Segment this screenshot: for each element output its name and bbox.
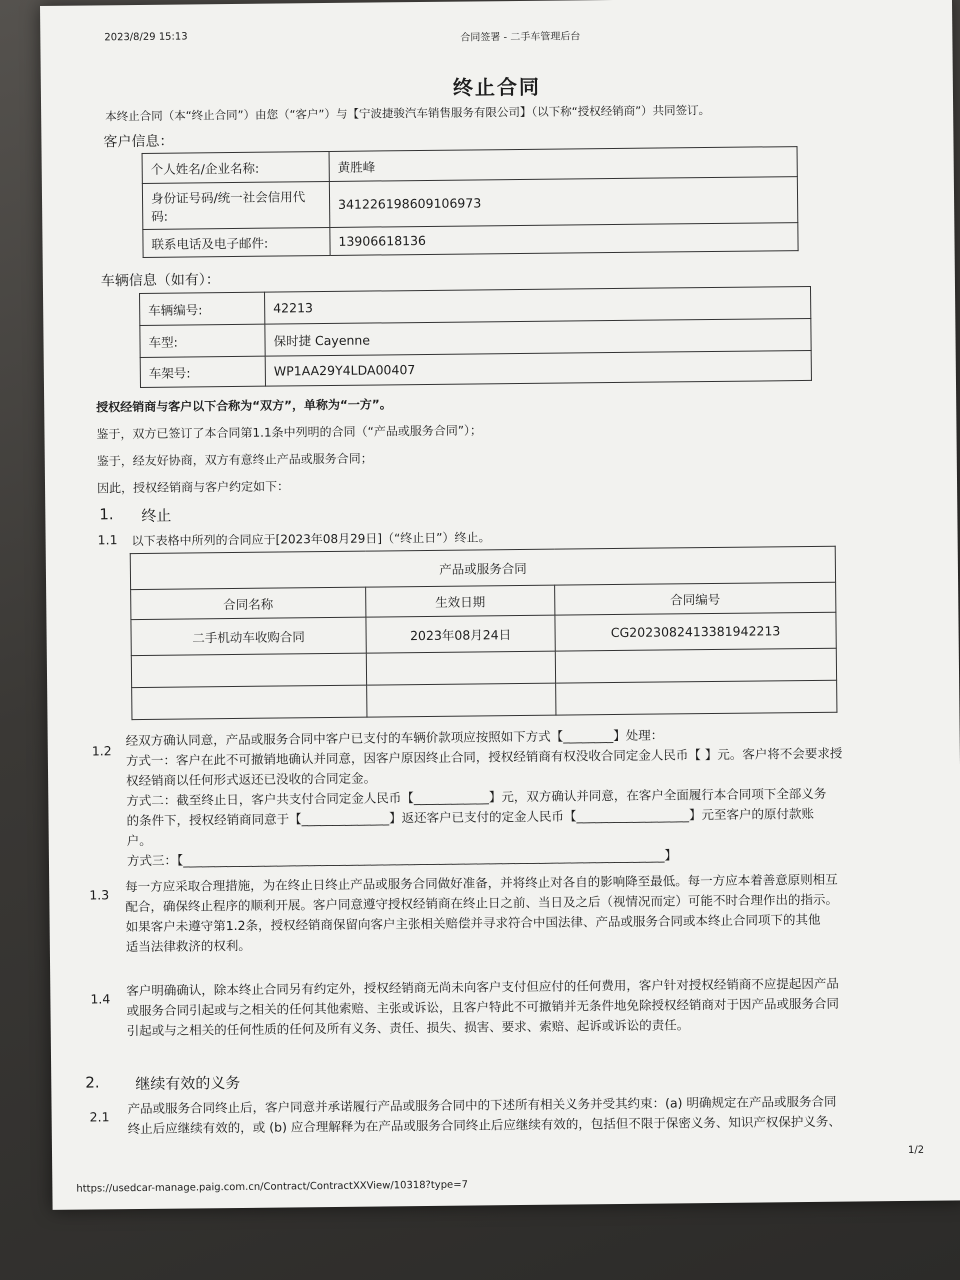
- clause-line: 的条件下，授权经销商同意于【______________】返还客户已支付的定金人民币【__________________】元至客户的原付款账: [126, 805, 815, 829]
- clause-line: 引起或与之相关的任何性质的任何及所有义务、责任、损失、损害、要求、索赔、起诉或诉讼的责任。: [126, 1017, 690, 1039]
- section-1-title: 终止: [141, 506, 172, 525]
- empty-cell: [131, 653, 366, 687]
- empty-cell: [555, 648, 836, 683]
- clause-line: 户。: [126, 832, 152, 849]
- vehicle-number-label: 车辆编号:: [140, 292, 265, 325]
- print-url: https://usedcar-manage.paig.com.cn/Contract/ContractXXView/10318?type=7: [76, 1179, 468, 1195]
- page-number: 1/2: [907, 1144, 925, 1156]
- contracts-table-caption: 产品或服务合同: [130, 546, 835, 589]
- clause-2-1-number: 2.1: [89, 1109, 110, 1125]
- clause-1-2-number: 1.2: [91, 743, 112, 759]
- clause-line: 客户明确确认，除本终止合同另有约定外，授权经销商无尚未向客户支付但应付的任何费用，客户针对授权经销商不应提起因产品: [126, 975, 839, 999]
- col-header-contract-number: 合同编号: [555, 582, 836, 615]
- vehicle-section-label: 车辆信息（如有）：: [100, 272, 220, 290]
- contract-name-cell: 二手机动车收购合同: [131, 617, 366, 655]
- effective-date-cell: 2023年08月24日: [366, 615, 555, 653]
- clause-1-1-text: 以下表格中所列的合同应于[2023年08月29日]（“终止日”）终止。: [131, 530, 491, 549]
- clause-line: 或服务合同引起或与之相关的任何其他索赔、主张或诉讼，且客户特此不可撤销并无条件地免除授权经销商对于因产品或服务合同: [126, 995, 840, 1019]
- table-row: [140, 350, 811, 387]
- contract-number-cell: CG2023082413381942213: [555, 612, 836, 651]
- customer-id-value: 341226198609106973: [329, 177, 797, 228]
- clause-1-4-text: [126, 973, 937, 1041]
- vehicle-number-value: 42213: [265, 286, 811, 324]
- clause-1-2-text: [126, 723, 927, 871]
- table-row: [132, 680, 837, 719]
- customer-section-label: 客户信息：: [103, 133, 174, 151]
- col-header-contract-name: 合同名称: [131, 587, 366, 619]
- clause-2-1-text: [127, 1091, 947, 1140]
- contract-page: [40, 0, 960, 1210]
- clause-1-4-number: 1.4: [90, 991, 111, 1007]
- clause-line: 方式二：截至终止日，客户共支付合同定金人民币【____________】元，双方确认并同意，在客户全面履行本合同项下全部义务: [126, 785, 827, 809]
- section-2-number: 2.: [85, 1073, 100, 1092]
- empty-cell: [556, 680, 837, 715]
- clause-line: 方式三：【_____________________________________________________________________________】: [126, 847, 678, 869]
- clause-line: 适当法律救济的权利。: [125, 937, 251, 955]
- print-page-title: 合同签署 - 二手车管理后台: [460, 31, 581, 44]
- clause-line: 方式一：客户在此不可撤销地确认并同意，因客户原因终止合同，授权经销商有权没收合同定金人民币【 】元。客户将不会要求授: [125, 745, 843, 769]
- customer-info-table: [142, 146, 799, 258]
- contracts-table: [130, 546, 838, 720]
- print-datetime: 2023/8/29 15:13: [104, 31, 188, 44]
- recital-whereas-2: 鉴于，经友好协商，双方有意终止产品或服务合同；: [96, 451, 373, 469]
- customer-name-value: 黄胜峰: [329, 147, 797, 182]
- clause-line: 如果客户未遵守第1.2条，授权经销商保留向客户主张相关赔偿并寻求符合中国法律、产品或服务合同或本终止合同项下的其他: [125, 911, 821, 935]
- customer-contact-value: 13906618136: [330, 223, 798, 256]
- clause-line: 终止后应继续有效的，或 (b) 应合理解释为在产品或服务合同终止后应继续有效的，包括但不限于保密义务、知识产权保护义务、: [127, 1113, 841, 1137]
- clause-line: 产品或服务合同终止后，客户同意并承诺履行产品或服务合同中的下述所有相关义务并受其约束：(a) 明确规定在产品或服务合同: [127, 1093, 837, 1117]
- section-2-title: 继续有效的义务: [135, 1073, 241, 1094]
- empty-cell: [367, 683, 556, 717]
- recital-therefore: 因此，授权经销商与客户约定如下：: [96, 479, 290, 496]
- vehicle-model-value: 保时捷 Cayenne: [265, 318, 811, 356]
- table-row: [143, 223, 798, 258]
- customer-contact-label: 联系电话及电子邮件:: [143, 227, 330, 257]
- intro-text: 本终止合同（本“终止合同”）由您（“客户”）与【宁波捷骏汽车销售服务有限公司】（以下称“授权经销商”）共同签订。: [105, 102, 711, 124]
- empty-cell: [366, 651, 555, 685]
- col-header-effective-date: 生效日期: [366, 585, 555, 617]
- clause-line: 每一方应采取合理措施，为在终止日终止产品或服务合同做好准备，并将终止对各自的影响降至最低。每一方应本着善意原则相互: [125, 871, 838, 895]
- clause-1-3-number: 1.3: [89, 887, 110, 903]
- recital-parties: 授权经销商与客户以下合称为“双方”，单称为“一方”。: [96, 397, 392, 415]
- table-row: [142, 177, 797, 230]
- clause-1-3-text: [125, 869, 936, 957]
- section-1-number: 1.: [99, 505, 114, 524]
- customer-id-label: 身份证号码/统一社会信用代码:: [142, 181, 329, 229]
- empty-cell: [132, 685, 367, 719]
- recital-whereas-1: 鉴于，双方已签订了本合同第1.1条中列明的合同（“产品或服务合同”）；: [96, 423, 483, 442]
- clause-line: 经双方确认同意，产品或服务合同中客户已支付的车辆价款项应按照如下方式【________】处理：: [125, 727, 664, 749]
- vehicle-info-table: [139, 286, 812, 388]
- clause-line: 权经销商以任何形式返还已没收的合同定金。: [126, 770, 377, 789]
- vin-label: 车架号:: [140, 356, 265, 387]
- vin-value: WP1AA29Y4LDA00407: [265, 350, 811, 386]
- clause-1-1-number: 1.1: [97, 532, 118, 548]
- document-title: 终止合同: [452, 74, 541, 100]
- vehicle-model-label: 车型:: [140, 324, 265, 357]
- clause-line: 配合，确保终止程序的顺利开展。客户同意遵守授权经销商在终止日之前、当日及之后（视情况而定）可能不时合理作出的指示。: [125, 891, 838, 915]
- customer-name-label: 个人姓名/企业名称:: [142, 151, 329, 183]
